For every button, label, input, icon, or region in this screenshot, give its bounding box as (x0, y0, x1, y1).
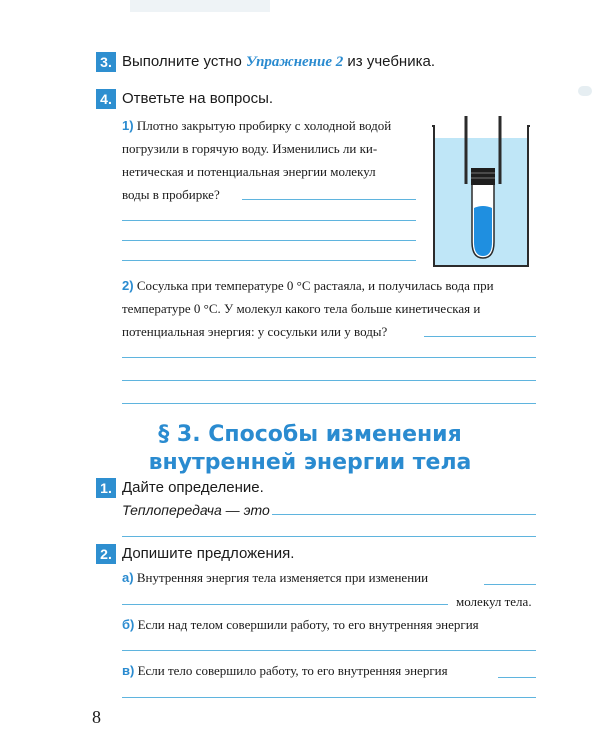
sentence-a-tail: молекул тела. (456, 594, 532, 609)
page-number: 8 (92, 707, 101, 727)
answer-line[interactable] (122, 220, 416, 221)
definition-term: Теплопередача — это (122, 502, 270, 518)
task-3-text (122, 52, 435, 72)
task-3-text-end: из учебника. (343, 53, 436, 70)
answer-line[interactable] (242, 199, 416, 200)
section-title-line-1: § 3. Способы изменения (158, 422, 462, 447)
answer-line[interactable] (484, 584, 536, 585)
tube-stopper (471, 168, 495, 185)
question-2-line-3: потенциальная энергия: у сосульки или у воды? (122, 324, 388, 339)
task-2-number: 2. (96, 544, 116, 564)
sentence-b-label: б) (122, 617, 135, 632)
task-3-text-start: Выполните устно (122, 53, 247, 70)
test-tube-in-beaker-icon (428, 112, 532, 272)
task-3-number: 3. (96, 52, 116, 72)
margin-mark (578, 86, 592, 96)
question-1-line-4: воды в пробирке? (122, 187, 220, 202)
task-2-text: Допишите предложения. (122, 545, 295, 562)
question-2-line-1: Сосулька при температуре 0 °С растаяла, и получилась вода при (136, 278, 494, 293)
answer-line[interactable] (272, 514, 536, 515)
sentence-a-text: Внутренняя энергия тела изменяется при изменении (136, 570, 429, 585)
question-2-label: 2) (122, 278, 134, 293)
sentence-b (122, 613, 546, 636)
sentence-c-label: в) (122, 663, 135, 678)
answer-line[interactable] (122, 357, 536, 358)
page-edge-mark (130, 0, 270, 12)
answer-line[interactable] (498, 677, 536, 678)
question-2-line-2: температуре 0 °С. У молекул какого тела больше кинетическая и (122, 301, 481, 316)
answer-line[interactable] (122, 403, 536, 404)
question-1-line (122, 114, 432, 137)
question-1-line-1: Плотно закрытую пробирку с холодной водой (136, 118, 392, 133)
answer-line[interactable] (122, 536, 536, 537)
answer-line[interactable] (122, 650, 536, 651)
answer-line[interactable] (424, 336, 536, 337)
answer-line[interactable] (122, 260, 416, 261)
question-1 (122, 114, 432, 206)
sentence-c-text: Если тело совершило работу, то его внутренняя энергия (137, 663, 448, 678)
sentence-b-text: Если над телом совершили работу, то его внутренняя энергия (137, 617, 479, 632)
task-1-number: 1. (96, 478, 116, 498)
section-title-line-2: внутренней энергии тела (148, 450, 472, 475)
task-3-exercise-ref: Упражнение 2 (246, 54, 344, 70)
sentence-c (122, 659, 502, 682)
answer-line[interactable] (122, 697, 536, 698)
tube-water (474, 206, 492, 256)
task-4-number: 4. (96, 89, 116, 109)
question-2 (122, 274, 542, 343)
task-1-text: Дайте определение. (122, 479, 264, 496)
task-4-text: Ответьте на вопросы. (122, 90, 274, 107)
answer-line[interactable] (122, 604, 448, 605)
question-1-line-2: погрузили в горячую воду. Изменились ли ки- (122, 141, 378, 156)
answer-line[interactable] (122, 380, 536, 381)
answer-line[interactable] (122, 240, 416, 241)
question-1-label: 1) (122, 118, 134, 133)
question-1-line-3: нетическая и потенциальная энергии молекул (122, 164, 376, 179)
sentence-a (122, 566, 482, 589)
sentence-a-label: а) (122, 570, 134, 585)
